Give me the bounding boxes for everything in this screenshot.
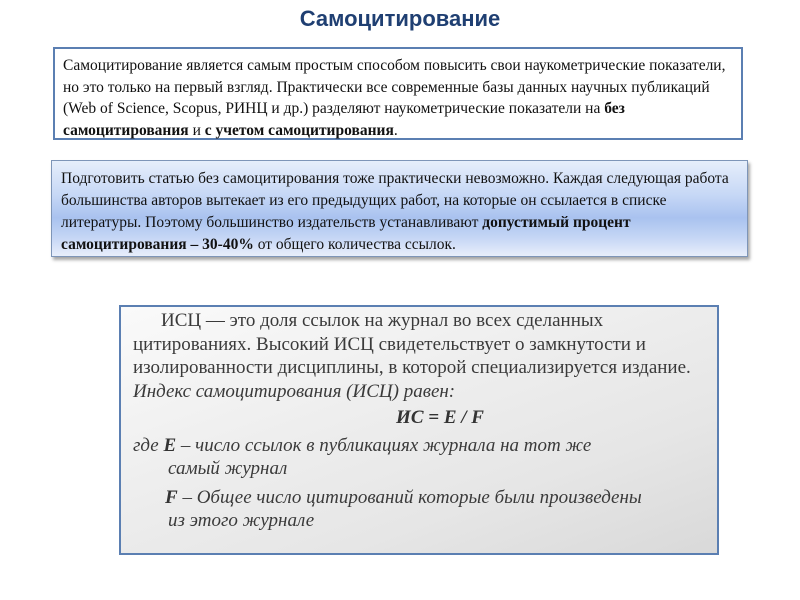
isc-definition-image: [119, 305, 719, 555]
definition-e-text: – число ссылок в публикациях журнала на тот же: [176, 434, 592, 456]
highlight-bold-percent: допустимый процент самоцитирования – 30-40%: [61, 214, 631, 253]
isc-text: ИСЦ — это доля ссылок на журнал во всех сделанных цитированиях. Высокий ИСЦ свидетельствует о замкнутости и изолированности дисциплины, в которой специализируется издание.: [133, 310, 691, 378]
variable-e: E: [163, 434, 177, 456]
intro-text-and: и: [188, 121, 205, 139]
highlight-text: Подготовить статью без самоцитирования тоже практически невозможно. Каждая следующая работа большинства авторов вытекает из его предыдущих работ, на которые он ссылается в списке литературы. Поэтому большинство издательств устанавливают: [61, 170, 729, 231]
isc-italic-text: Индекс самоцитирования (ИСЦ) равен:: [133, 380, 456, 402]
definition-e-continuation: самый журнал: [168, 458, 288, 479]
intro-text: Самоцитирование является самым простым способом повысить свои наукометрические показатели, но это только на первый взгляд. Практически все современные базы данных научных публикаций (Web of Science, Scopus, РИНЦ и др.) разделяют наукометрические показатели на: [63, 57, 726, 117]
intro-paragraph: [63, 55, 733, 141]
intro-text-box: [53, 47, 743, 140]
definition-e-prefix: где: [133, 434, 164, 456]
definition-f-text: – Общее число цитирований которые были произведены: [177, 486, 642, 508]
highlight-text-end: от общего количества ссылок.: [253, 236, 456, 253]
slide-title: Самоцитирование: [299, 6, 501, 31]
intro-bold-without-self-citation: без самоцитирования: [63, 100, 625, 139]
definition-e: [133, 434, 707, 458]
isc-paragraph: [133, 309, 707, 403]
isc-formula: ИС = E / F: [396, 407, 484, 428]
variable-f: F: [165, 486, 178, 508]
intro-bold-with-self-citation: с учетом самоцитирования: [204, 121, 394, 139]
highlight-paragraph: [61, 168, 738, 256]
highlight-text-box: [51, 160, 748, 257]
definition-f: [133, 486, 707, 510]
intro-text-end: .: [393, 121, 398, 139]
definition-f-continuation: из этого журнале: [168, 510, 315, 531]
